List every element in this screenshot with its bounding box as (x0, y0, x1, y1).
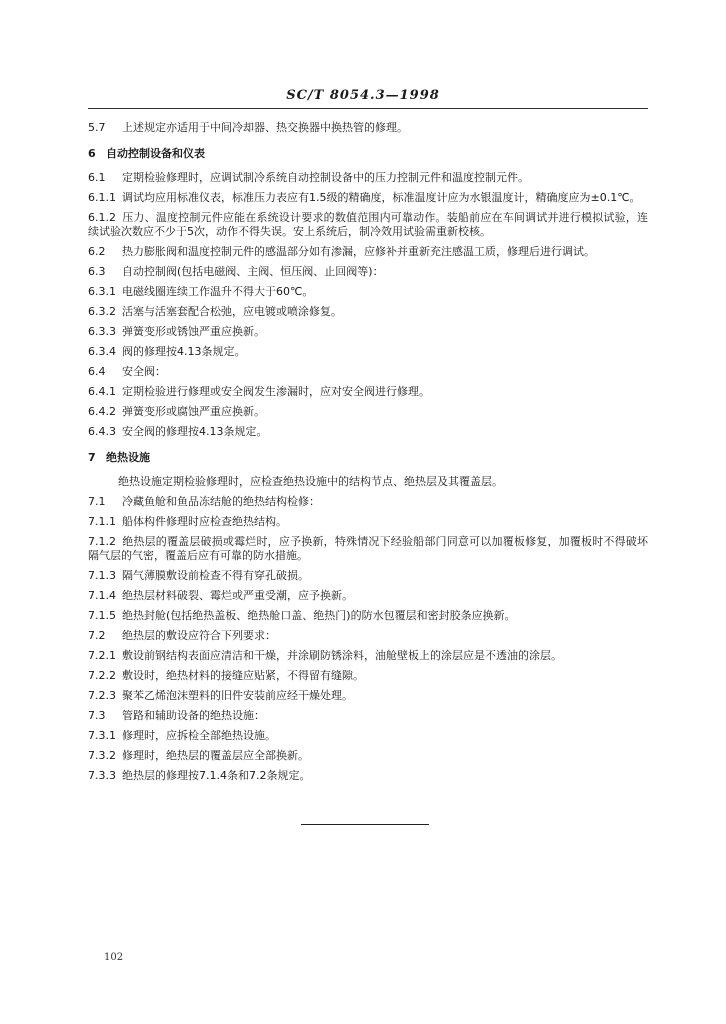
clause-text: 安全阀的修理按4.13条规定。 (122, 425, 268, 438)
clause-number: 6.4.2 (88, 405, 116, 418)
clause-text: 绝热层的修理按7.1.4条和7.2条规定。 (122, 769, 311, 782)
clause-6-3-2 (88, 305, 648, 319)
clause-text: 船体构件修理时应检查绝热结构。 (122, 515, 287, 528)
clause-text: 冷藏鱼舱和鱼品冻结舱的绝热结构检修： (122, 495, 320, 508)
clause-6-3 (88, 265, 648, 279)
clause-text: 聚苯乙烯泡沫塑料的旧件安装前应经干燥处理。 (122, 689, 353, 702)
clause-text: 活塞与活塞套配合松弛，应电镀或喷涂修复。 (122, 305, 342, 318)
clause-text: 隔气薄膜敷设前检查不得有穿孔破损。 (122, 569, 309, 582)
clause-text: 调试均应用标准仪表，标准压力表应有1.5级的精确度，标准温度计应为水银温度计，精确度应为±0.1℃。 (122, 191, 641, 204)
clause-number: 6.3.2 (88, 305, 116, 318)
section-heading-6 (88, 147, 648, 161)
clause-number: 7.1.1 (88, 515, 116, 528)
intro-text: 绝热设施定期检验修理时，应检查绝热设施中的结构节点、绝热层及其覆盖层。 (118, 475, 503, 488)
clause-text: 绝热封舱(包括绝热盖板、绝热舱口盖、绝热门)的防水包覆层和密封胶条应换新。 (122, 609, 516, 622)
clause-6-4-2 (88, 405, 648, 419)
clause-7-1-4 (88, 589, 648, 603)
clause-7-1 (88, 495, 648, 509)
clause-number: 6.4.1 (88, 385, 116, 398)
clause-text: 敷设时，绝热材料的接缝应贴紧，不得留有缝隙。 (122, 669, 364, 682)
clause-text: 弹簧变形或腐蚀严重应换新。 (122, 405, 265, 418)
clause-number: 7.3.3 (88, 769, 116, 782)
clause-number: 6.3.4 (88, 345, 116, 358)
clause-text: 定期检验修理时，应调试制冷系统自动控制设备中的压力控制元件和温度控制元件。 (122, 171, 529, 184)
clause-6-1-1 (88, 191, 648, 205)
section-7-intro (88, 475, 648, 489)
clause-number: 7.1.3 (88, 569, 116, 582)
clause-7-3-1 (88, 729, 648, 743)
clause-text: 绝热层材料破裂、霉烂或严重受潮，应予换新。 (122, 589, 353, 602)
clause-6-4-3 (88, 425, 648, 439)
clause-text: 绝热层的敷设应符合下列要求： (122, 629, 276, 642)
clause-number: 7.1.5 (88, 609, 116, 622)
clause-7-1-2 (88, 535, 648, 563)
clause-number: 7.2.2 (88, 669, 116, 682)
section-number: 7 (88, 451, 96, 464)
clause-7-3-3 (88, 769, 648, 783)
clause-number: 6.1.1 (88, 191, 116, 204)
clause-text: 压力、温度控制元件应能在系统设计要求的数值范围内可靠动作。装船前应在车间调试并进行模拟试验，连续试验次数应不少于5次，动作不得失误。安上系统后，制冷效用试验需重新校核。 (88, 211, 648, 238)
clause-text: 自动控制阀(包括电磁阀、主阀、恒压阀、止回阀等)： (122, 265, 384, 278)
clause-number: 6.2 (88, 245, 106, 258)
clause-text: 修理时，应拆检全部绝热设施。 (122, 729, 276, 742)
clause-number: 6.3 (88, 265, 106, 278)
section-title: 绝热设施 (106, 451, 150, 464)
clause-text: 安全阀： (122, 365, 166, 378)
clause-7-3-2 (88, 749, 648, 763)
clause-7-2-3 (88, 689, 648, 703)
end-of-standard-rule (301, 824, 429, 825)
clause-number: 7.3.2 (88, 749, 116, 762)
document-body (88, 121, 648, 789)
clause-7-1-5 (88, 609, 648, 623)
document-code-header: SC/T 8054.3—1998 (286, 88, 440, 103)
clause-7-1-1 (88, 515, 648, 529)
clause-7-2-2 (88, 669, 648, 683)
clause-6-3-4 (88, 345, 648, 359)
clause-6-3-1 (88, 285, 648, 299)
clause-text: 管路和辅助设备的绝热设施： (122, 709, 265, 722)
clause-number: 7.1 (88, 495, 106, 508)
clause-text: 定期检验进行修理或安全阀发生渗漏时，应对安全阀进行修理。 (122, 385, 430, 398)
clause-6-4 (88, 365, 648, 379)
clause-6-1 (88, 171, 648, 185)
clause-6-4-1 (88, 385, 648, 399)
section-title: 自动控制设备和仪表 (106, 147, 205, 160)
clause-6-2 (88, 245, 648, 259)
clause-text: 修理时，绝热层的覆盖层应全部换新。 (122, 749, 309, 762)
clause-text: 敷设前钢结构表面应清洁和干燥，并涂刷防锈涂料，油舱壁板上的涂层应是不透油的涂层。 (122, 649, 562, 662)
clause-6-1-2 (88, 211, 648, 239)
clause-number: 5.7 (88, 121, 106, 134)
clause-number: 7.1.4 (88, 589, 116, 602)
header-divider (88, 108, 648, 109)
clause-text: 电磁线圈连续工作温升不得大于60℃。 (122, 285, 314, 298)
clause-number: 7.1.2 (88, 535, 116, 548)
clause-text: 阀的修理按4.13条规定。 (122, 345, 246, 358)
clause-7-1-3 (88, 569, 648, 583)
clause-number: 6.1 (88, 171, 106, 184)
clause-number: 7.2 (88, 629, 106, 642)
clause-number: 6.3.3 (88, 325, 116, 338)
section-number: 6 (88, 147, 96, 160)
clause-6-3-3 (88, 325, 648, 339)
clause-text: 弹簧变形或锈蚀严重应换新。 (122, 325, 265, 338)
clause-number: 6.1.2 (88, 211, 116, 224)
clause-number: 7.2.1 (88, 649, 116, 662)
clause-number: 7.3.1 (88, 729, 116, 742)
clause-text: 绝热层的覆盖层破损或霉烂时，应予换新，特殊情况下经验船部门同意可以加覆板修复，加覆板时不得破坏隔气层的气密，覆盖后应有可靠的防水措施。 (88, 535, 648, 562)
clause-5-7 (88, 121, 648, 135)
clause-7-2 (88, 629, 648, 643)
page-number: 102 (104, 952, 124, 963)
section-heading-7 (88, 451, 648, 465)
clause-7-3 (88, 709, 648, 723)
clause-number: 6.3.1 (88, 285, 116, 298)
clause-number: 7.3 (88, 709, 106, 722)
clause-text: 热力膨胀阀和温度控制元件的感温部分如有渗漏，应修补并重新充注感温工质，修理后进行调试。 (122, 245, 595, 258)
clause-number: 6.4 (88, 365, 106, 378)
clause-number: 7.2.3 (88, 689, 116, 702)
clause-7-2-1 (88, 649, 648, 663)
clause-number: 6.4.3 (88, 425, 116, 438)
clause-text: 上述规定亦适用于中间冷却器、热交换器中换热管的修理。 (122, 121, 408, 134)
